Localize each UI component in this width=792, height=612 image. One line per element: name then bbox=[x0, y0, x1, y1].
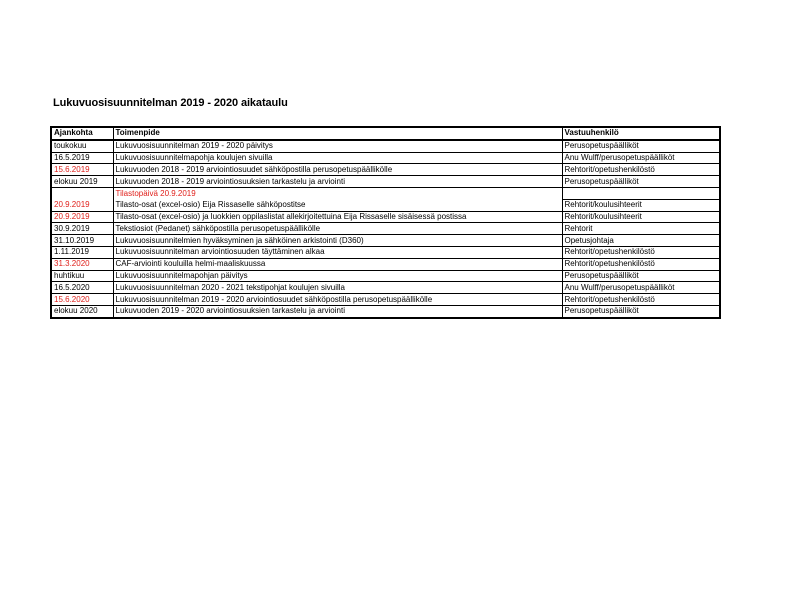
cell-date-deadline: 31.3.2020 bbox=[51, 258, 113, 270]
cell-person: Perusopetuspäälliköt bbox=[562, 140, 720, 152]
cell-date-deadline: 15.6.2019 bbox=[51, 164, 113, 176]
cell-date: elokuu 2019 bbox=[51, 176, 113, 188]
column-header-date: Ajankohta bbox=[51, 127, 113, 140]
cell-action: Tekstiosiot (Pedanet) sähköpostilla perusopetuspäällikölle bbox=[113, 223, 562, 235]
cell-date-deadline: 15.6.2020 bbox=[51, 294, 113, 306]
cell-person: Perusopetuspäälliköt bbox=[562, 270, 720, 282]
table-row bbox=[51, 187, 720, 199]
cell-date: 31.10.2019 bbox=[51, 235, 113, 247]
cell-date: 16.5.2020 bbox=[51, 282, 113, 294]
table-row bbox=[51, 223, 720, 235]
table-row bbox=[51, 270, 720, 282]
column-header-action: Toimenpide bbox=[113, 127, 562, 140]
cell-date: huhtikuu bbox=[51, 270, 113, 282]
cell-action: CAF-arviointi kouluilla helmi-maaliskuussa bbox=[113, 258, 562, 270]
cell-person: Opetusjohtaja bbox=[562, 235, 720, 247]
cell-action: Lukuvuosisuunnitelman 2020 - 2021 tekstipohjat koulujen sivuilla bbox=[113, 282, 562, 294]
cell-date bbox=[51, 187, 113, 199]
cell-date: elokuu 2020 bbox=[51, 305, 113, 317]
cell-date: 1.11.2019 bbox=[51, 246, 113, 258]
cell-person: Perusopetuspäälliköt bbox=[562, 305, 720, 317]
cell-person: Perusopetuspäälliköt bbox=[562, 176, 720, 188]
cell-person: Rehtorit/opetushenkilöstö bbox=[562, 164, 720, 176]
table-row bbox=[51, 294, 720, 306]
cell-action: Lukuvuosisuunnitelmapohja koulujen sivuilla bbox=[113, 152, 562, 164]
table-row bbox=[51, 211, 720, 223]
cell-person: Rehtorit/opetushenkilöstö bbox=[562, 246, 720, 258]
cell-action: Lukuvuosisuunnitelmien hyväksyminen ja sähköinen arkistointi (D360) bbox=[113, 235, 562, 247]
cell-action: Lukuvuoden 2018 - 2019 arviointiosuuksien tarkastelu ja arviointi bbox=[113, 176, 562, 188]
column-header-person: Vastuuhenkilö bbox=[562, 127, 720, 140]
table-row bbox=[51, 176, 720, 188]
table-row bbox=[51, 305, 720, 317]
header-row bbox=[51, 127, 720, 140]
cell-action: Lukuvuoden 2018 - 2019 arviointiosuudet sähköpostilla perusopetuspäällikölle bbox=[113, 164, 562, 176]
cell-action-heading: Tilastopäivä 20.9.2019 bbox=[113, 187, 562, 199]
table-row bbox=[51, 258, 720, 270]
cell-person: Anu Wulff/perusopetuspäälliköt bbox=[562, 152, 720, 164]
cell-action: Tilasto-osat (excel-osio) Eija Rissaselle sähköpostitse bbox=[113, 199, 562, 211]
cell-person: Rehtorit/opetushenkilöstö bbox=[562, 294, 720, 306]
table-row bbox=[51, 199, 720, 211]
cell-date-deadline: 20.9.2019 bbox=[51, 199, 113, 211]
table-row bbox=[51, 140, 720, 152]
table-row bbox=[51, 282, 720, 294]
cell-action: Lukuvuosisuunnitelman 2019 - 2020 arviointiosuudet sähköpostilla perusopetuspäällikölle bbox=[113, 294, 562, 306]
cell-action: Lukuvuosisuunnitelmapohjan päivitys bbox=[113, 270, 562, 282]
cell-action: Lukuvuosisuunnitelman 2019 - 2020 päivitys bbox=[113, 140, 562, 152]
cell-date: 16.5.2019 bbox=[51, 152, 113, 164]
cell-person: Anu Wulff/perusopetuspäälliköt bbox=[562, 282, 720, 294]
schedule-table bbox=[50, 126, 721, 319]
table-row bbox=[51, 235, 720, 247]
table-row bbox=[51, 164, 720, 176]
cell-person: Rehtorit bbox=[562, 223, 720, 235]
cell-action: Lukuvuoden 2019 - 2020 arviointiosuuksien tarkastelu ja arviointi bbox=[113, 305, 562, 317]
cell-action: Tilasto-osat (excel-osio) ja luokkien oppilaslistat allekirjoitettuina Eija Rissaselle sisäisessä postissa bbox=[113, 211, 562, 223]
cell-person bbox=[562, 187, 720, 199]
cell-person: Rehtorit/koulusihteerit bbox=[562, 211, 720, 223]
cell-date: toukokuu bbox=[51, 140, 113, 152]
cell-date-deadline: 20.9.2019 bbox=[51, 211, 113, 223]
page-title: Lukuvuosisuunnitelman 2019 - 2020 aikataulu bbox=[53, 97, 288, 109]
cell-action: Lukuvuosisuunnitelman arviointiosuuden täyttäminen alkaa bbox=[113, 246, 562, 258]
cell-date: 30.9.2019 bbox=[51, 223, 113, 235]
cell-person: Rehtorit/opetushenkilöstö bbox=[562, 258, 720, 270]
table-row bbox=[51, 246, 720, 258]
cell-person: Rehtorit/koulusihteerit bbox=[562, 199, 720, 211]
table-row bbox=[51, 152, 720, 164]
